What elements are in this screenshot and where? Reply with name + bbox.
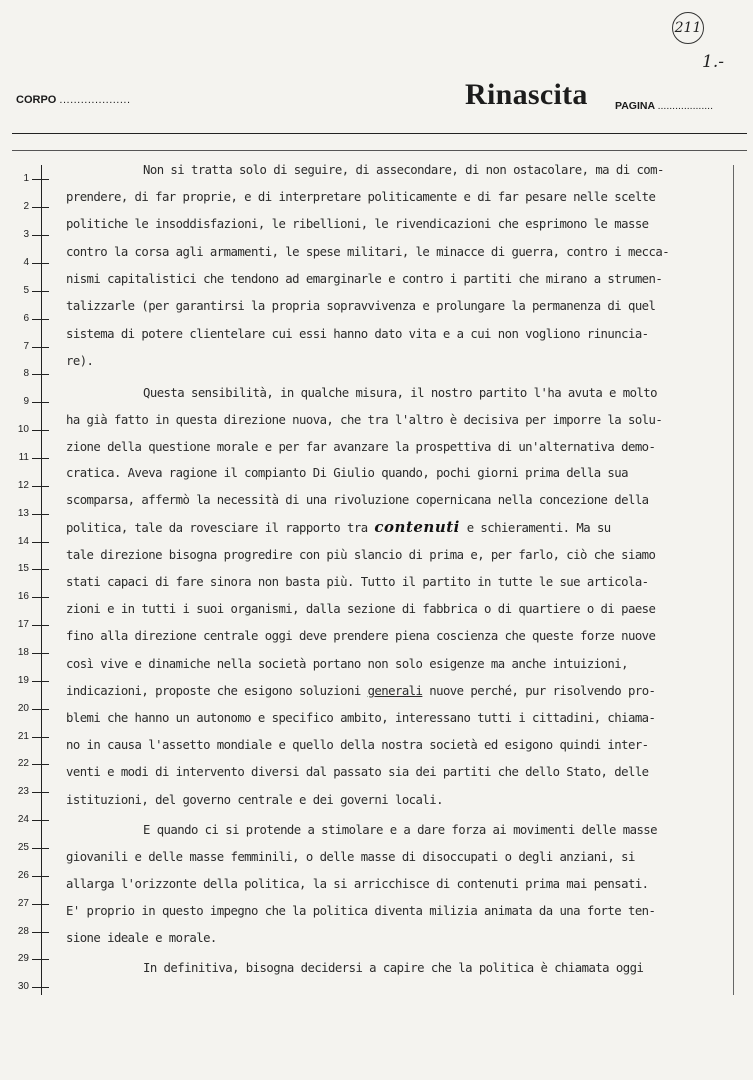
- pagina-dots: ...................: [657, 100, 714, 112]
- line-number: 1: [8, 172, 50, 186]
- line-number: 23: [8, 785, 50, 799]
- line-number: 20: [8, 702, 50, 716]
- line-number: 12: [8, 479, 50, 493]
- line-number: 13: [8, 507, 50, 521]
- text-line: politica, tale da rovesciare il rapporto tra contenuti e schieramenti. Ma su: [66, 518, 611, 536]
- text-line: zioni e in tutti i suoi organismi, dalla sezione di fabbrica o di quartiere o di paese: [66, 602, 656, 616]
- text-line: cratica. Aveva ragione il compianto Di Giulio quando, pochi giorni prima della sua: [66, 466, 628, 480]
- text-line: venti e modi di intervento diversi dal passato sia dei partiti che dello Stato, delle: [66, 765, 649, 779]
- text-line: prendere, di far proprie, e di interpretare politicamente e di far pesare nelle scelte: [66, 190, 656, 204]
- text-line: Non si tratta solo di seguire, di assecondare, di non ostacolare, ma di com-: [143, 163, 664, 177]
- line-number: 11: [8, 451, 50, 465]
- pagina-field: [615, 100, 713, 112]
- handwritten-correction: contenuti: [374, 518, 460, 536]
- text-line: In definitiva, bisogna decidersi a capire che la politica è chiamata oggi: [143, 961, 644, 975]
- text-line: giovanili e delle masse femminili, o delle masse di disoccupati o degli anziani, si: [66, 850, 635, 864]
- line-number: 14: [8, 535, 50, 549]
- text-line: zione della questione morale e per far avanzare la prospettiva di un'alternativa demo-: [66, 440, 656, 454]
- line-number: 30: [8, 980, 50, 994]
- text-line: politiche le insoddisfazioni, le ribellioni, le rivendicazioni che esprimono le masse: [66, 217, 649, 231]
- header-rule: [12, 133, 747, 134]
- corpo-label: CORPO: [16, 94, 57, 106]
- line-number: 24: [8, 813, 50, 827]
- text-line: stati capaci di fare sinora non basta più. Tutto il partito in tutte le sue articola-: [66, 575, 649, 589]
- line-number: 6: [8, 312, 50, 326]
- line-number: 10: [8, 423, 50, 437]
- text-line: talizzarle (per garantirsi la propria sopravvivenza e prolungare la permanenza di quel: [66, 299, 656, 313]
- line-number: 5: [8, 284, 50, 298]
- page-stamp: 211: [672, 12, 704, 44]
- text-line: E' proprio in questo impegno che la politica diventa milizia animata da una forte ten-: [66, 904, 656, 918]
- text-line: sistema di potere clientelare cui essi hanno dato vita e a cui non vogliono rinuncia-: [66, 327, 649, 341]
- line-number: 17: [8, 618, 50, 632]
- line-number: 4: [8, 256, 50, 270]
- text-line: no in causa l'assetto mondiale e quello della nostra società ed esigono quindi inter-: [66, 738, 649, 752]
- line-number: 2: [8, 200, 50, 214]
- text-line: sione ideale e morale.: [66, 931, 217, 945]
- line-number: 29: [8, 952, 50, 966]
- line-number: 18: [8, 646, 50, 660]
- underlined-word: generali: [367, 684, 423, 698]
- line-number: 8: [8, 367, 50, 381]
- corpo-field: [16, 94, 131, 106]
- pagina-label: PAGINA: [615, 100, 655, 112]
- line-number: 9: [8, 395, 50, 409]
- text-line: indicazioni, proposte che esigono soluzioni generali nuove perché, pur risolvendo pro-: [66, 684, 656, 698]
- line-number: 28: [8, 925, 50, 939]
- line-number: 3: [8, 228, 50, 242]
- text-line: E quando ci si protende a stimolare e a dare forza ai movimenti delle masse: [143, 823, 658, 837]
- line-number: 7: [8, 340, 50, 354]
- line-number: 22: [8, 757, 50, 771]
- text-line: Questa sensibilità, in qualche misura, il nostro partito l'ha avuta e molto: [143, 386, 658, 400]
- line-number: 27: [8, 897, 50, 911]
- line-number: 26: [8, 869, 50, 883]
- text-line: così vive e dinamiche nella società portano non solo esigenze ma anche intuizioni,: [66, 657, 628, 671]
- text-line: ha già fatto in questa direzione nuova, che tra l'altro è decisiva per imporre la solu-: [66, 413, 663, 427]
- corpo-dots: ....................: [59, 94, 131, 106]
- text-line: contro la corsa agli armamenti, le spese militari, le minacce di guerra, contro i mecca-: [66, 245, 670, 259]
- line-number: 15: [8, 562, 50, 576]
- text-line: tale direzione bisogna progredire con più slancio di prima e, per farlo, ciò che siamo: [66, 548, 656, 562]
- page-note: 1.-: [702, 52, 724, 72]
- header-rule-secondary: [12, 150, 747, 151]
- text-line: scomparsa, affermò la necessità di una rivoluzione copernicana nella concezione della: [66, 493, 649, 507]
- right-margin-rule: [733, 165, 734, 995]
- text-line: fino alla direzione centrale oggi deve prendere piena coscienza che queste forze nuove: [66, 629, 656, 643]
- line-number: 19: [8, 674, 50, 688]
- brand-title: Rinascita: [465, 78, 588, 111]
- line-number: 21: [8, 730, 50, 744]
- text-line: blemi che hanno un autonomo e specifico ambito, interessano tutti i cittadini, chiama-: [66, 711, 656, 725]
- line-number: 16: [8, 590, 50, 604]
- text-line: istituzioni, del governo centrale e dei governi locali.: [66, 793, 443, 807]
- line-number: 25: [8, 841, 50, 855]
- text-line: re).: [66, 354, 94, 368]
- text-line: nismi capitalistici che tendono ad emarginarle e contro i partiti che mirano a strumen-: [66, 272, 663, 286]
- text-line: allarga l'orizzonte della politica, la si arricchisce di contenuti prima mai pensati.: [66, 877, 649, 891]
